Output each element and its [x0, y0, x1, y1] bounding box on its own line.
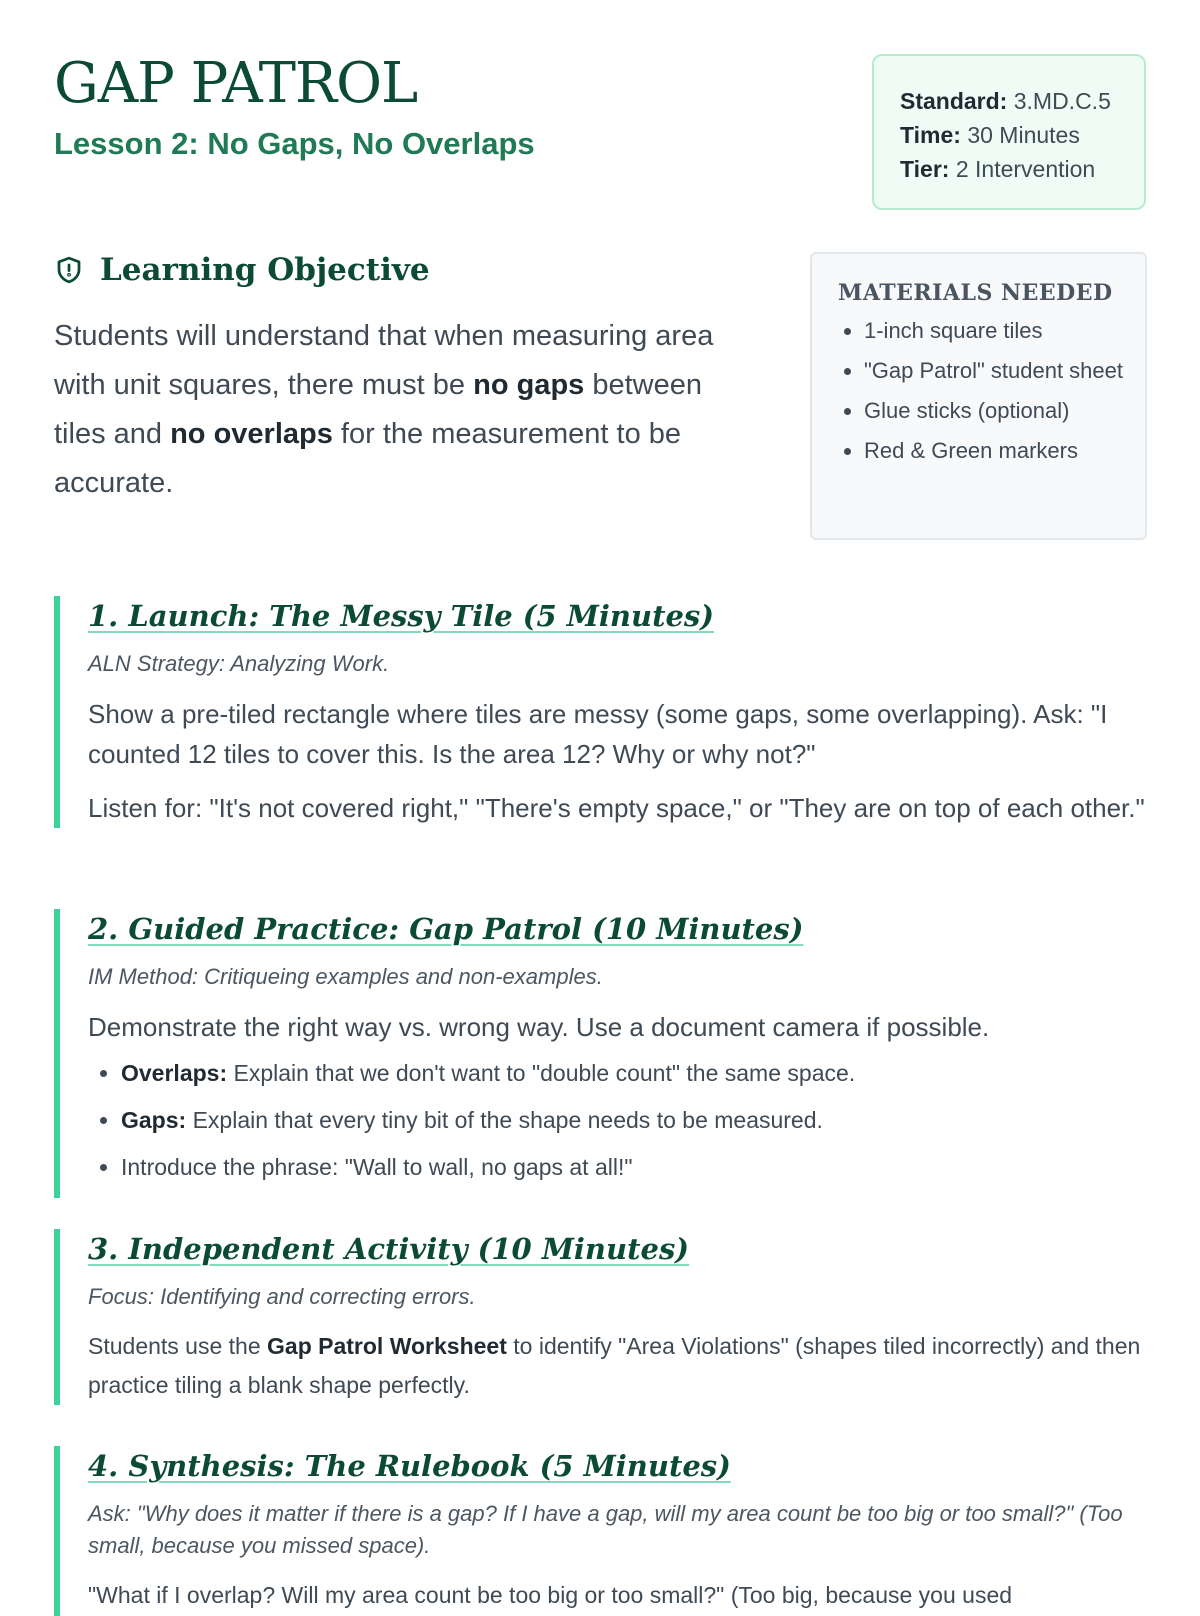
- section-synthesis: [54, 1446, 1148, 1616]
- list-item-text: Explain that every tiny bit of the shape needs to be measured.: [186, 1107, 823, 1133]
- objective-text: [54, 312, 744, 508]
- lesson-meta-box: [872, 54, 1146, 210]
- objective-emphasis-no-overlaps: no overlaps: [170, 418, 333, 450]
- meta-time-label: Time:: [900, 122, 961, 148]
- list-item: [121, 1057, 1148, 1089]
- list-item: [121, 1151, 1148, 1183]
- materials-item: • Glue sticks (optional): [864, 394, 1125, 427]
- materials-item: • "Gap Patrol" student sheet: [864, 354, 1125, 387]
- meta-tier-value: 2 Intervention: [955, 156, 1096, 182]
- list-item-label: Overlaps:: [121, 1060, 228, 1086]
- list-item: [121, 1104, 1148, 1136]
- list-item-text: Introduce the phrase: "Wall to wall, no gaps at all!": [121, 1154, 633, 1180]
- meta-standard: [900, 84, 1144, 118]
- objective-emphasis-no-gaps: no gaps: [473, 369, 585, 401]
- meta-tier-label: Tier:: [900, 156, 950, 182]
- section-title: 1. Launch: The Messy Tile (5 Minutes): [88, 599, 714, 633]
- page-title: GAP PATROL: [54, 51, 418, 116]
- section-launch: [54, 596, 1148, 828]
- meta-time-value: 30 Minutes: [967, 122, 1080, 148]
- meta-standard-label: Standard:: [900, 88, 1008, 114]
- objective-text-part: Students will understand that when measuring area with unit squares, there must be: [54, 320, 714, 401]
- materials-item: • 1-inch square tiles: [864, 314, 1125, 347]
- materials-box: [810, 252, 1147, 540]
- materials-item: • Red & Green markers: [864, 434, 1125, 467]
- meta-tier: [900, 152, 1144, 186]
- section-list: [88, 1057, 1148, 1183]
- meta-time: [900, 118, 1144, 152]
- objective-heading: [54, 252, 430, 288]
- section-independent-activity: [54, 1229, 1148, 1405]
- section-prompt: Ask: "Why does it matter if there is a gap? If I have a gap, will my area count be too big or too small?" (Too small, because you missed space).: [88, 1501, 1123, 1558]
- materials-heading: MATERIALS NEEDED: [838, 280, 1113, 306]
- section-strategy: IM Method: Critiqueing examples and non-examples.: [88, 964, 603, 989]
- meta-standard-value: 3.MD.C.5: [1013, 88, 1111, 114]
- objective-text-part: between tiles and: [54, 369, 702, 450]
- list-item-label: Gaps:: [121, 1107, 187, 1133]
- section-title: 4. Synthesis: The Rulebook (5 Minutes): [88, 1449, 731, 1483]
- section-paragraph: "What if I overlap? Will my area count be too big or too small?" (Too big, because you used: [88, 1582, 1013, 1608]
- section-title: 2. Guided Practice: Gap Patrol (10 Minutes): [88, 912, 804, 946]
- section-guided-practice: [54, 909, 1148, 1198]
- section-strategy: ALN Strategy: Analyzing Work.: [88, 651, 390, 676]
- section-focus: Focus: Identifying and correcting errors.: [88, 1284, 476, 1309]
- section-paragraph: Demonstrate the right way vs. wrong way. Use a document camera if possible.: [88, 1012, 990, 1042]
- list-item-text: Explain that we don't want to "double count" the same space.: [227, 1060, 856, 1086]
- worksheet-name: Gap Patrol Worksheet: [267, 1333, 507, 1359]
- objective-text-part: for the measurement to be accurate.: [54, 418, 682, 499]
- section-paragraph: Show a pre-tiled rectangle where tiles are messy (some gaps, some overlapping). Ask: "I counted 12 tiles to cover this. Is the area 12? Why or why not?": [88, 699, 1108, 769]
- paragraph-text: to identify "Area Violations" (shapes tiled incorrectly) and then practice tiling a blank shape perfectly.: [88, 1333, 1141, 1398]
- shield-icon: [54, 255, 84, 285]
- objective-heading-text: Learning Objective: [100, 252, 430, 288]
- section-paragraph: Listen for: "It's not covered right," "There's empty space," or "They are on top of each other.": [88, 793, 1145, 823]
- materials-list: [838, 314, 1125, 467]
- section-paragraph: [88, 1327, 1148, 1405]
- lesson-subtitle: Lesson 2: No Gaps, No Overlaps: [54, 126, 535, 161]
- paragraph-text: Students use the: [88, 1333, 268, 1359]
- section-title: 3. Independent Activity (10 Minutes): [88, 1232, 689, 1266]
